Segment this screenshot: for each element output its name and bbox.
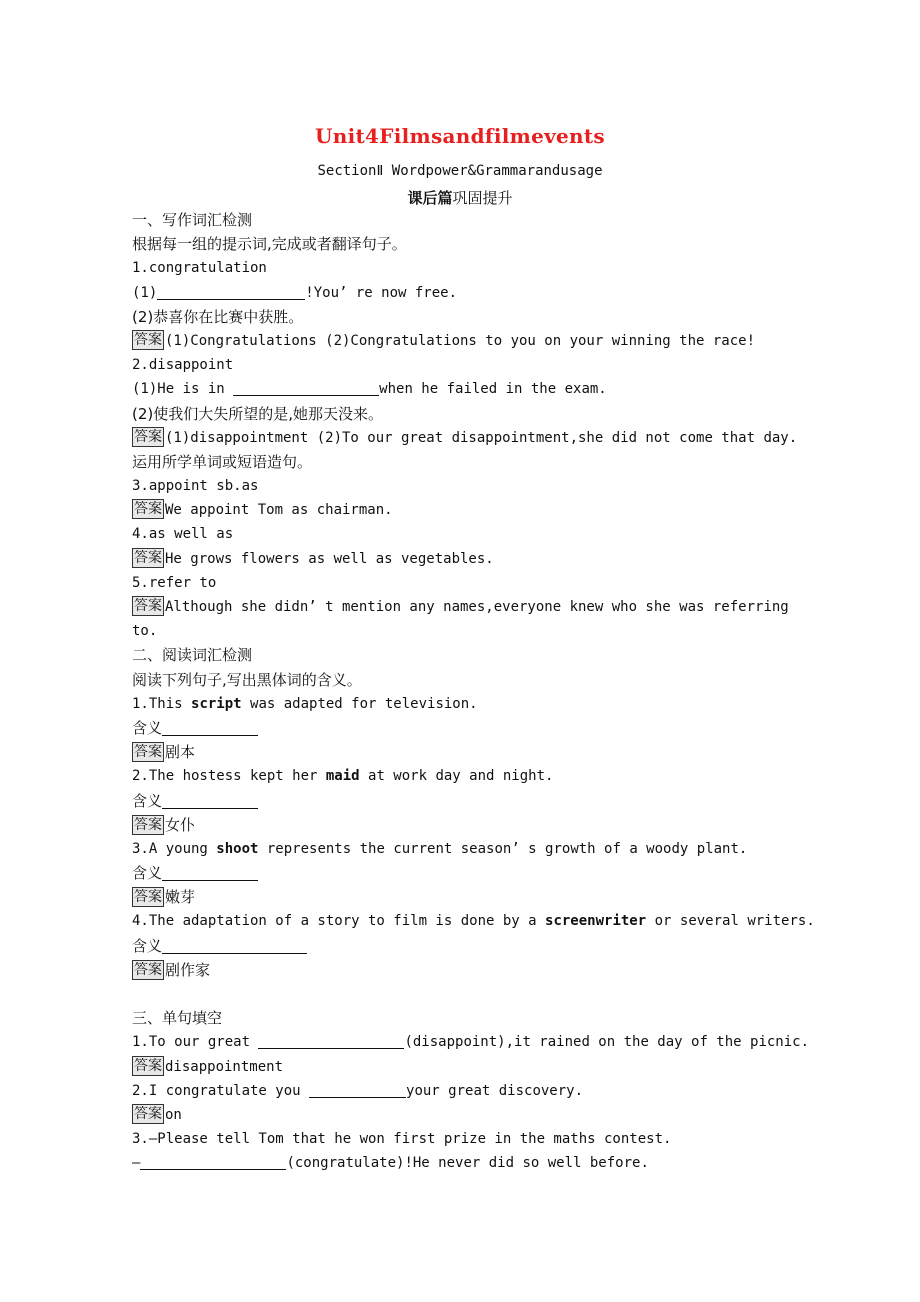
answer-badge: 答案 bbox=[134, 501, 162, 518]
q1-answer-line bbox=[132, 329, 792, 353]
reading-answer-3: 答案 嫩芽 bbox=[134, 888, 196, 907]
answer-badge: 答案 bbox=[134, 961, 162, 978]
answer-blank[interactable] bbox=[157, 284, 305, 300]
answer-badge: 答案 bbox=[134, 1057, 162, 1074]
q3-answer-line bbox=[132, 498, 792, 522]
answer-blank[interactable] bbox=[162, 793, 258, 809]
q1-answer: (1)Congratulations (2)Congratulations to you on your winning the race! bbox=[165, 332, 756, 349]
page-title: Unit4Filmsandfilmevents bbox=[314, 124, 605, 148]
part1-instruction: 根据每一组的提示词,完成或者翻译句子。 bbox=[132, 235, 407, 254]
answer-badge: 答案 bbox=[134, 428, 162, 445]
meaning-line: 含义 bbox=[132, 861, 792, 885]
q2-label: 2.disappoint bbox=[132, 357, 234, 374]
part1-instruction-2: 运用所学单词或短语造句。 bbox=[132, 452, 313, 471]
answer-badge: 答案 bbox=[134, 744, 162, 761]
answer-blank[interactable] bbox=[162, 720, 258, 736]
meaning-line: 含义 bbox=[132, 789, 792, 813]
q1-part-a: (1) !You’ re now free. bbox=[132, 284, 458, 301]
meaning-line: 含义 bbox=[132, 716, 792, 740]
reading-item-2: 2.The hostess kept her maid at work day and night. bbox=[132, 768, 554, 785]
q1-part-b: (2)恭喜你在比赛中获胜。 bbox=[132, 307, 304, 326]
q1-label: 1.congratulation bbox=[132, 260, 267, 277]
q2-part-b: (2)使我们大失所望的是,她那天没来。 bbox=[132, 404, 384, 423]
q4-answer-line bbox=[132, 547, 792, 571]
part3-heading: 三、单句填空 bbox=[132, 1009, 223, 1028]
answer-badge: 答案 bbox=[134, 549, 162, 566]
q3-label: 3.appoint sb.as bbox=[132, 478, 259, 495]
answer-blank[interactable] bbox=[140, 1154, 286, 1170]
answer-blank[interactable] bbox=[258, 1033, 404, 1049]
q2-answer: (1)disappointment (2)To our great disappointment,she did not come that day. bbox=[165, 429, 798, 446]
reading-item-3: 3.A young shoot represents the current season’ s growth of a woody plant. bbox=[132, 840, 748, 857]
answer-blank[interactable] bbox=[162, 865, 258, 881]
q5-label: 5.refer to bbox=[132, 574, 217, 591]
reading-item-4: 4.The adaptation of a story to film is done by a screenwriter or several writers. bbox=[132, 913, 815, 930]
fill-item-3-reply: — (congratulate)!He never did so well before. bbox=[132, 1155, 649, 1172]
part1-heading: 一、写作词汇检测 bbox=[132, 211, 253, 229]
part2-instruction: 阅读下列句子,写出黑体词的含义。 bbox=[132, 670, 362, 689]
answer-blank[interactable] bbox=[233, 380, 379, 396]
keyword: shoot bbox=[216, 840, 259, 857]
answer-badge: 答案 bbox=[134, 331, 162, 348]
q5-answer: Although she didn’ t mention any names,everyone knew who she was referring bbox=[165, 599, 789, 615]
subheading-rest: 巩固提升 bbox=[452, 189, 513, 207]
keyword: script bbox=[191, 695, 242, 712]
q4-answer: He grows flowers as well as vegetables. bbox=[165, 550, 494, 567]
answer-blank[interactable] bbox=[309, 1082, 406, 1098]
reading-item-1: 1.This script was adapted for television. bbox=[132, 695, 478, 712]
keyword: screenwriter bbox=[545, 913, 647, 930]
q2-part-a: (1)He is in when he failed in the exam. bbox=[132, 381, 607, 398]
fill-answer-2: 答案 on bbox=[134, 1105, 182, 1123]
worksheet-body bbox=[132, 208, 815, 1176]
fill-item-1: 1.To our great (disappoint),it rained on the day of the picnic. bbox=[132, 1034, 810, 1051]
reading-answer-1: 答案 剧本 bbox=[134, 743, 196, 762]
spacer bbox=[132, 982, 792, 1006]
subheading-bold: 课后篇 bbox=[407, 189, 453, 207]
q2-answer-line bbox=[132, 426, 798, 450]
part2-heading: 二、阅读词汇检测 bbox=[132, 646, 253, 665]
q3-answer: We appoint Tom as chairman. bbox=[165, 502, 393, 519]
fill-item-2: 2.I congratulate you your great discovery. bbox=[132, 1082, 584, 1099]
reading-answer-2: 答案 女仆 bbox=[134, 815, 196, 834]
answer-badge: 答案 bbox=[134, 1105, 162, 1122]
q5-answer-cont: to. bbox=[132, 623, 158, 640]
answer-badge: 答案 bbox=[134, 598, 162, 614]
reading-answer-4: 答案 剧作家 bbox=[134, 960, 211, 979]
section-subheading bbox=[0, 187, 920, 208]
meaning-line: 含义 bbox=[132, 934, 792, 958]
answer-badge: 答案 bbox=[134, 816, 162, 833]
fill-item-3: 3.—Please tell Tom that he won first prize in the maths contest. bbox=[132, 1131, 672, 1148]
q4-label: 4.as well as bbox=[132, 526, 234, 543]
section-subtitle: SectionⅡ Wordpower&Grammarandusage bbox=[317, 163, 603, 179]
q5-answer-line bbox=[132, 595, 792, 619]
fill-answer-1: 答案 disappointment bbox=[134, 1057, 284, 1075]
keyword: maid bbox=[325, 768, 360, 785]
answer-badge: 答案 bbox=[134, 889, 162, 906]
answer-blank[interactable] bbox=[162, 938, 307, 954]
